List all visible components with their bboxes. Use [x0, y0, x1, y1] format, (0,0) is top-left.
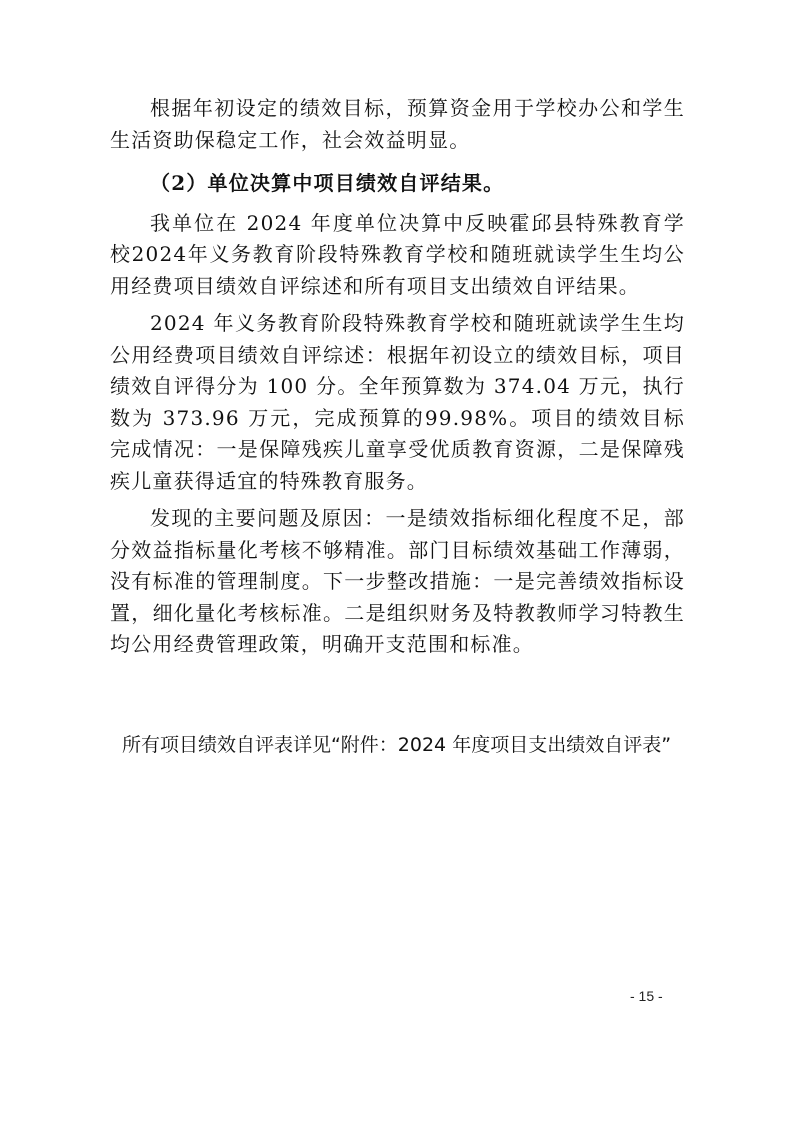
section-heading: （2）单位决算中项目绩效自评结果。: [150, 171, 505, 195]
paragraph-unit-report: 我单位在 2024 年度单位决算中反映霍邱县特殊教育学校2024年义务教育阶段特殊教育学校和随班就读学生生均公用经费项目绩效自评综述和所有项目支出绩效自评结果。: [110, 210, 685, 298]
paragraph-problems: 发现的主要问题及原因：一是绩效指标细化程度不足，部分效益指标量化考核不够精准。部门目标绩效基础工作薄弱，没有标准的管理制度。下一步整改措施：一是完善绩效指标设置，细化量化考核标准。二是组织财务及特教教师学习特教生均公用经费管理政策，明确开支范围和标准。: [110, 506, 685, 656]
page-number: - 15 -: [630, 988, 663, 1004]
paragraph-project-summary: 2024 年义务教育阶段特殊教育学校和随班就读学生生均公用经费项目绩效自评综述：根据年初设立的绩效目标，项目绩效自评得分为 100 分。全年预算数为 374.04 万元，执行数为 373.96 万元，完成预算的99.98%。项目的绩效目标完成情况：一是保障残疾儿童享受优质教育资源，二是保障残疾儿童获得适宜的特殊教育服务。: [110, 311, 685, 493]
document-body: [110, 93, 685, 661]
attachment-note: 所有项目绩效自评表详见“附件：2024 年度项目支出绩效自评表”: [121, 734, 672, 756]
paragraph-performance-goal: 根据年初设定的绩效目标，预算资金用于学校办公和学生生活资助保稳定工作，社会效益明显。: [110, 96, 685, 152]
